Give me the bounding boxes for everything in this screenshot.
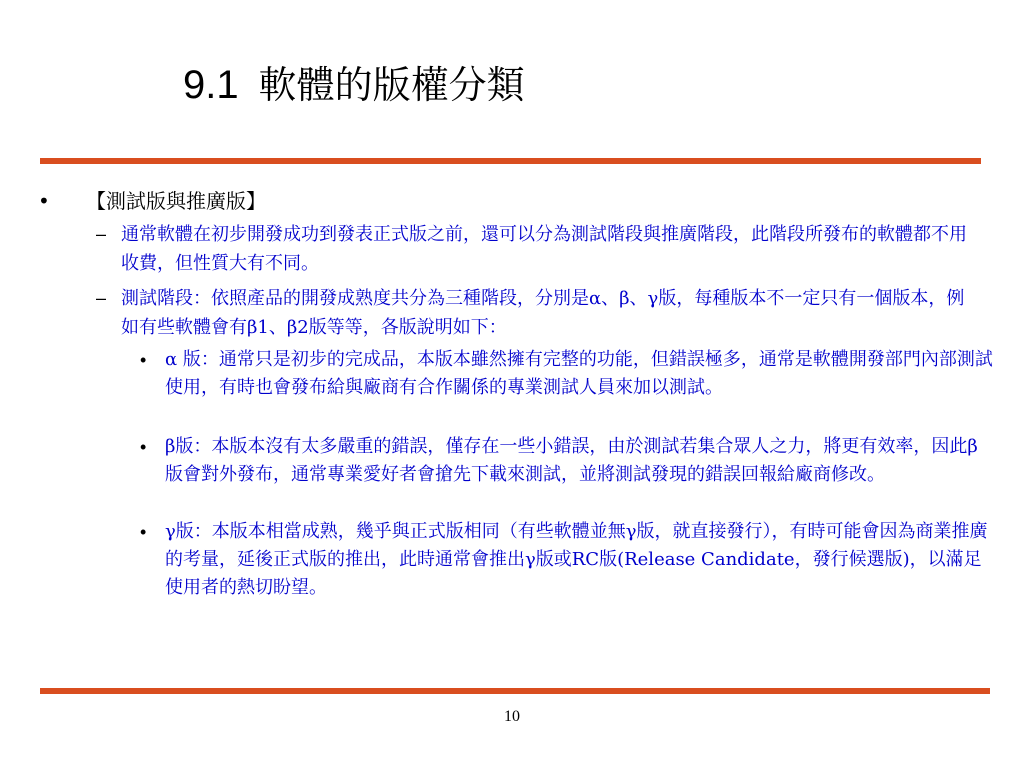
sub-bullet-intro [96, 220, 989, 278]
bullet-mark: • [38, 189, 50, 213]
alpha-text: α 版：通常只是初步的完成品，本版本雖然擁有完整的功能，但錯誤極多，通常是軟體開發部門內部測試使用，有時也會發布給與廠商有合作關係的專業測試人員來加以測試。 [165, 349, 993, 398]
slide-body [0, 180, 1024, 640]
section-heading: 【測試版與推廣版】 [86, 189, 266, 213]
sub-bullet-intro-text: 通常軟體在初步開發成功到發表正式版之前，還可以分為測試階段與推廣階段，此階段所發布的軟體都不用收費，但性質大有不同。 [121, 224, 967, 274]
title-text: 軟體的版權分類 [258, 63, 525, 107]
top-divider [40, 158, 981, 164]
page-number: 10 [504, 708, 520, 725]
gamma-item [140, 518, 1000, 602]
bullet-mark: • [140, 522, 147, 542]
slide-title [183, 50, 883, 120]
alpha-item [140, 346, 1000, 402]
dash-mark: – [96, 224, 107, 244]
sub-bullet-stages [96, 284, 989, 342]
beta-text: β版：本版本沒有太多嚴重的錯誤，僅存在一些小錯誤，由於測試若集合眾人之力，將更有效率，因此β版會對外發布，通常專業愛好者會搶先下載來測試，並將測試發現的錯誤回報給廠商修改。 [165, 436, 978, 485]
bullet-mark: • [140, 350, 147, 370]
bullet-mark: • [140, 437, 147, 457]
beta-item [140, 433, 1000, 489]
dash-mark: – [96, 288, 107, 308]
title-number: 9.1 [183, 63, 239, 107]
sub-bullet-stages-text: 測試階段：依照產品的開發成熟度共分為三種階段，分別是α、β、γ版，每種版本不一定只有一個版本，例如有些軟體會有β1、β2版等等，各版說明如下： [121, 288, 965, 338]
bullet-level1 [38, 186, 266, 216]
bottom-divider [40, 688, 990, 694]
gamma-text: γ版：本版本相當成熟，幾乎與正式版相同（有些軟體並無γ版，就直接發行），有時可能會因為商業推廣的考量，延後正式版的推出，此時通常會推出γ版或RC版(Release Candidate，發行候選版)，以滿足使用者的熱切盼望。 [165, 521, 988, 598]
